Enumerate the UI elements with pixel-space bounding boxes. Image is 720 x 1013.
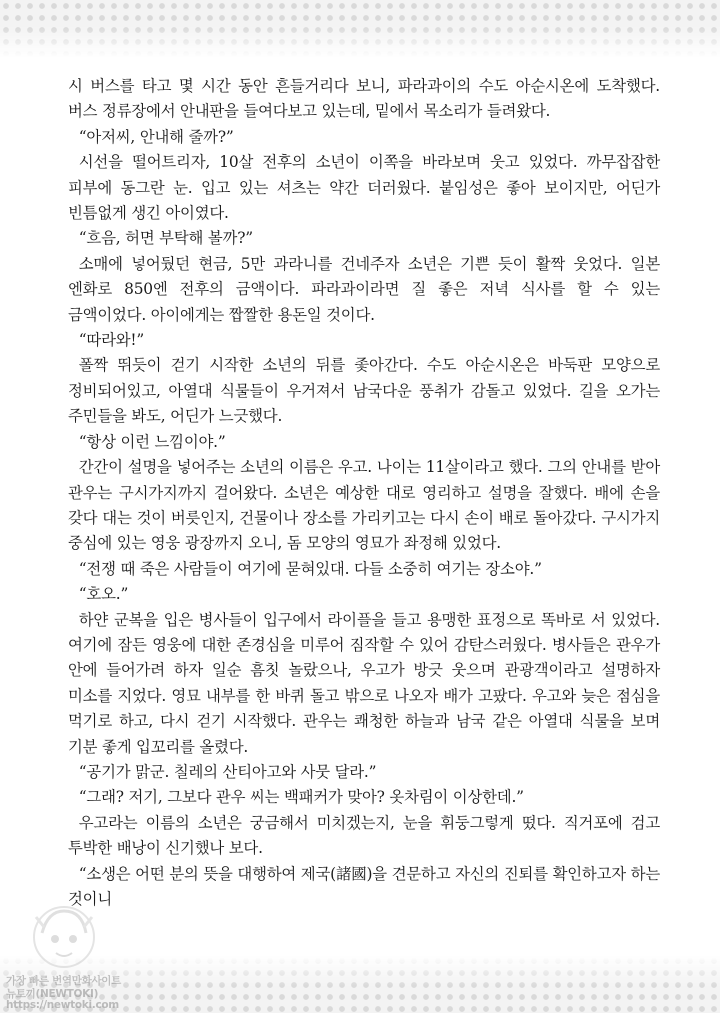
site-watermark — [6, 903, 128, 1011]
dialogue-line: “공기가 맑군. 칠레의 산티아고와 사뭇 달라.” — [78, 762, 377, 781]
paragraph: 시 버스를 타고 몇 시간 동안 흔들거리다 보니, 파라과이의 수도 아순시온에 도착했다. 버스 정류장에서 안내판을 들여다보고 있는데, 밑에서 목소리가 들려왔다. — [68, 77, 660, 121]
paragraph: 하얀 군복을 입은 병사들이 입구에서 라이플을 들고 용맹한 표정으로 똑바로 서 있었다. 여기에 잠든 영웅에 대한 존경심을 미루어 짐작할 수 있어 감탄스러웠다. 병사들은 관우가 안에 들어가려 하자 일순 흠칫 놀랐으나, 우고가 방긋 웃으며 관광객이라고 설명하자 미소를 지었다. 영묘 내부를 한 바퀴 돌고 밖으로 나오자 배가 고팠다. 우고와 늦은 점심을 먹기로 하고, 다시 걷기 시작했다. 관우는 쾌청한 하늘과 남국 같은 아열대 식물을 보며 기분 좋게 입꼬리를 올렸다. — [68, 610, 660, 756]
watermark-line: 뉴토끼(NEWTOKI) — [6, 988, 99, 1000]
dialogue-line: “소생은 어떤 분의 뜻을 대행하여 제국(諸國)을 견문하고 자신의 진퇴를 확인하고자 하는 것이니 — [68, 864, 660, 908]
dialogue-line: “흐음, 허면 부탁해 볼까?” — [78, 229, 253, 248]
dialogue-line: “호오.” — [78, 585, 129, 604]
top-decorative-border — [0, 0, 720, 58]
paragraph: 소매에 넣어뒀던 현금, 5만 과라니를 건네주자 소년은 기쁜 듯이 활짝 웃었다. 일본 엔화로 850엔 전후의 금액이다. 파라과이라면 질 좋은 저녁 식사를 할 수 있는 금액이었다. 아이에게는 짭짤한 용돈일 것이다. — [68, 254, 660, 324]
dialogue-line: “아저씨, 안내해 줄까?” — [78, 127, 234, 146]
watermark-line: https://newtoki.com — [6, 999, 119, 1011]
paragraph: 시선을 떨어트리자, 10살 전후의 소년이 이쪽을 바라보며 웃고 있었다. 까무잡잡한 피부에 동그란 눈. 입고 있는 셔츠는 약간 더러웠다. 붙임성은 좋아 보이지만, 어딘가 빈틈없게 생긴 아이였다. — [68, 153, 660, 223]
dialogue-line: “따라와!” — [78, 331, 145, 350]
watermark-line: 가장 빠른 번역만화사이트 — [6, 975, 121, 987]
paragraph: 간간이 설명을 넣어주는 소년의 이름은 우고. 나이는 11살이라고 했다. 그의 안내를 받아 관우는 구시가지까지 걸어왔다. 소년은 예상한 대로 영리하고 설명을 잘했다. 배에 손을 갖다 대는 것이 버릇인지, 건물이나 장소를 가리키고는 다시 손이 배로 돌아갔다. 구시가지 중심에 있는 영웅 광장까지 오니, 돔 모양의 영묘가 좌정해 있었다. — [68, 458, 660, 553]
dialogue-line: “그래? 저기, 그보다 관우 씨는 백패커가 맞아? 옷차림이 이상한데.” — [78, 788, 524, 807]
novel-body-text — [68, 74, 660, 912]
paragraph: 폴짝 뛰듯이 걷기 시작한 소년의 뒤를 좇아간다. 수도 아순시온은 바둑판 모양으로 정비되어있고, 아열대 식물들이 우거져서 남국다운 풍취가 감돌고 있었다. 길을 오가는 주민들을 봐도, 어딘가 느긋했다. — [68, 356, 660, 426]
dialogue-line: “항상 이런 느낌이야.” — [78, 432, 226, 451]
paragraph: 우고라는 이름의 소년은 궁금해서 미치겠는지, 눈을 휘둥그렇게 떴다. 직거포에 검고 투박한 배낭이 신기했나 보다. — [68, 813, 660, 858]
watermark-mascot-icon — [24, 903, 104, 975]
dialogue-line: “전쟁 때 죽은 사람들이 여기에 묻혀있대. 다들 소중히 여기는 장소야.” — [78, 559, 542, 578]
